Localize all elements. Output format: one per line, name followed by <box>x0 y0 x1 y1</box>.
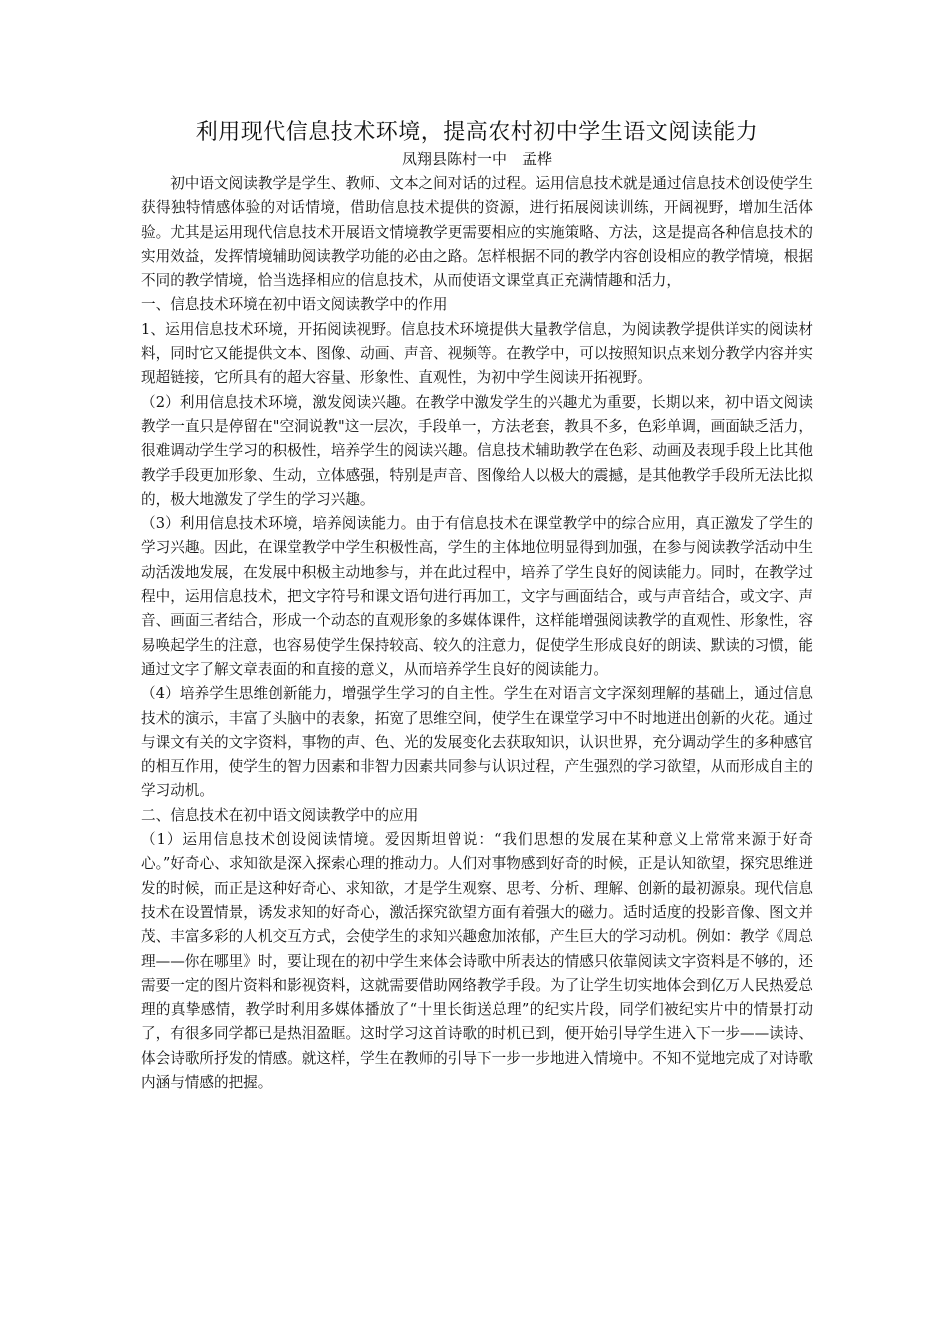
intro-paragraph: 初中语文阅读教学是学生、教师、文本之间对话的过程。运用信息技术就是通过信息技术创设使学生获得独特情感体验的对话情境，借助信息技术提供的资源，进行拓展阅读训练，开阔视野，增加生活体验。尤其是运用现代信息技术开展语文情境教学更需要相应的实施策略、方法，这是提高各种信息技术的实用效益，发挥情境辅助阅读教学功能的必由之路。怎样根据不同的教学内容创设相应的教学情境，根据不同的教学情境，恰当选择相应的信息技术，从而使语文课堂真正充满情趣和活力， <box>141 175 813 290</box>
document-page <box>141 118 813 1095</box>
document-author: 凤翔县陈村一中 孟桦 <box>401 150 552 168</box>
section1-paragraph-3: （3）利用信息技术环境，培养阅读能力。由于有信息技术在课堂教学中的综合应用，真正激发了学生的学习兴趣。因此，在课堂教学中学生积极性高，学生的主体地位明显得到加强，在参与阅读教学活动中生动活泼地发展，在发展中积极主动地参与，并在此过程中，培养了学生良好的阅读能力。同时，在教学过程中，运用信息技术，把文字符号和课文语句进行再加工，文字与画面结合，或与声音结合，或文字、声音、画面三者结合，形成一个动态的直观形象的多媒体课件，这样能增强阅读教学的直观性、形象性，容易唤起学生的注意，也容易使学生保持较高、较久的注意力，促使学生形成良好的朗读、默读的习惯，能通过文字了解文章表面的和直接的意义，从而培养学生良好的阅读能力。 <box>141 515 813 678</box>
section-heading-1: 一、信息技术环境在初中语文阅读教学中的作用 <box>141 296 448 314</box>
section1-paragraph-2: （2）利用信息技术环境，激发阅读兴趣。在教学中激发学生的兴趣尤为重要，长期以来，初中语文阅读教学一直只是停留在"空洞说教"这一层次，手段单一，方法老套，教具不多，色彩单调，画面缺乏活力，很难调动学生学习的积极性，培养学生的阅读兴趣。信息技术辅助教学在色彩、动画及表现手段上比其他教学手段更加形象、生动，立体感强，特别是声音、图像给人以极大的震撼，是其他教学手段所无法比拟的，极大地激发了学生的学习兴趣。 <box>141 393 813 508</box>
section-heading-2: 二、信息技术在初中语文阅读教学中的应用 <box>141 806 419 824</box>
section2-paragraph-1: （1）运用信息技术创设阅读情境。爱因斯坦曾说：“我们思想的发展在某种意义上常常来源于好奇心。”好奇心、求知欲是深入探索心理的推动力。人们对事物感到好奇的时候，正是认知欲望，探究思维迸发的时候，而正是这种好奇心、求知欲，才是学生观察、思考、分析、理解、创新的最初源泉。现代信息技术在设置情景，诱发求知的好奇心，激活探究欲望方面有着强大的磁力。适时适度的投影音像、图文并茂、丰富多彩的人机交互方式，会使学生的求知兴趣愈加浓郁，产生巨大的学习动机。例如：教学《周总理——你在哪里》时，要让现在的初中学生来体会诗歌中所表达的情感只依靠阅读文字资料是不够的，还需要一定的图片资料和影视资料，这就需要借助网络教学手段。为了让学生切实地体会到亿万人民热爱总理的真挚感情，教学时利用多媒体播放了“十里长街送总理”的纪实片段，同学们被纪实片中的情景打动了，有很多同学都已是热泪盈眶。这时学习这首诗歌的时机已到，便开始引导学生进入下一步——读诗、体会诗歌所抒发的情感。就这样，学生在教师的引导下一步一步地进入情境中。不知不觉地完成了对诗歌内涵与情感的把握。 <box>141 831 813 1091</box>
section1-paragraph-4: （4）培养学生思维创新能力，增强学生学习的自主性。学生在对语言文字深刻理解的基础上，通过信息技术的演示，丰富了头脑中的表象，拓宽了思维空间，使学生在课堂学习中不时地迸出创新的火花。通过与课文有关的文字资料，事物的声、色、光的发展变化去获取知识，认识世界，充分调动学生的多种感官的相互作用，使学生的智力因素和非智力因素共同参与认识过程，产生强烈的学习欲望，从而形成自主的学习动机。 <box>141 685 813 800</box>
section1-paragraph-1: 1、运用信息技术环境，开拓阅读视野。信息技术环境提供大量教学信息，为阅读教学提供详实的阅读材料，同时它又能提供文本、图像、动画、声音、视频等。在教学中，可以按照知识点来划分教学内容并实现超链接，它所具有的超大容量、形象性、直观性，为初中学生阅读开拓视野。 <box>141 320 813 387</box>
document-title: 利用现代信息技术环境，提高农村初中学生语文阅读能力 <box>195 120 759 145</box>
